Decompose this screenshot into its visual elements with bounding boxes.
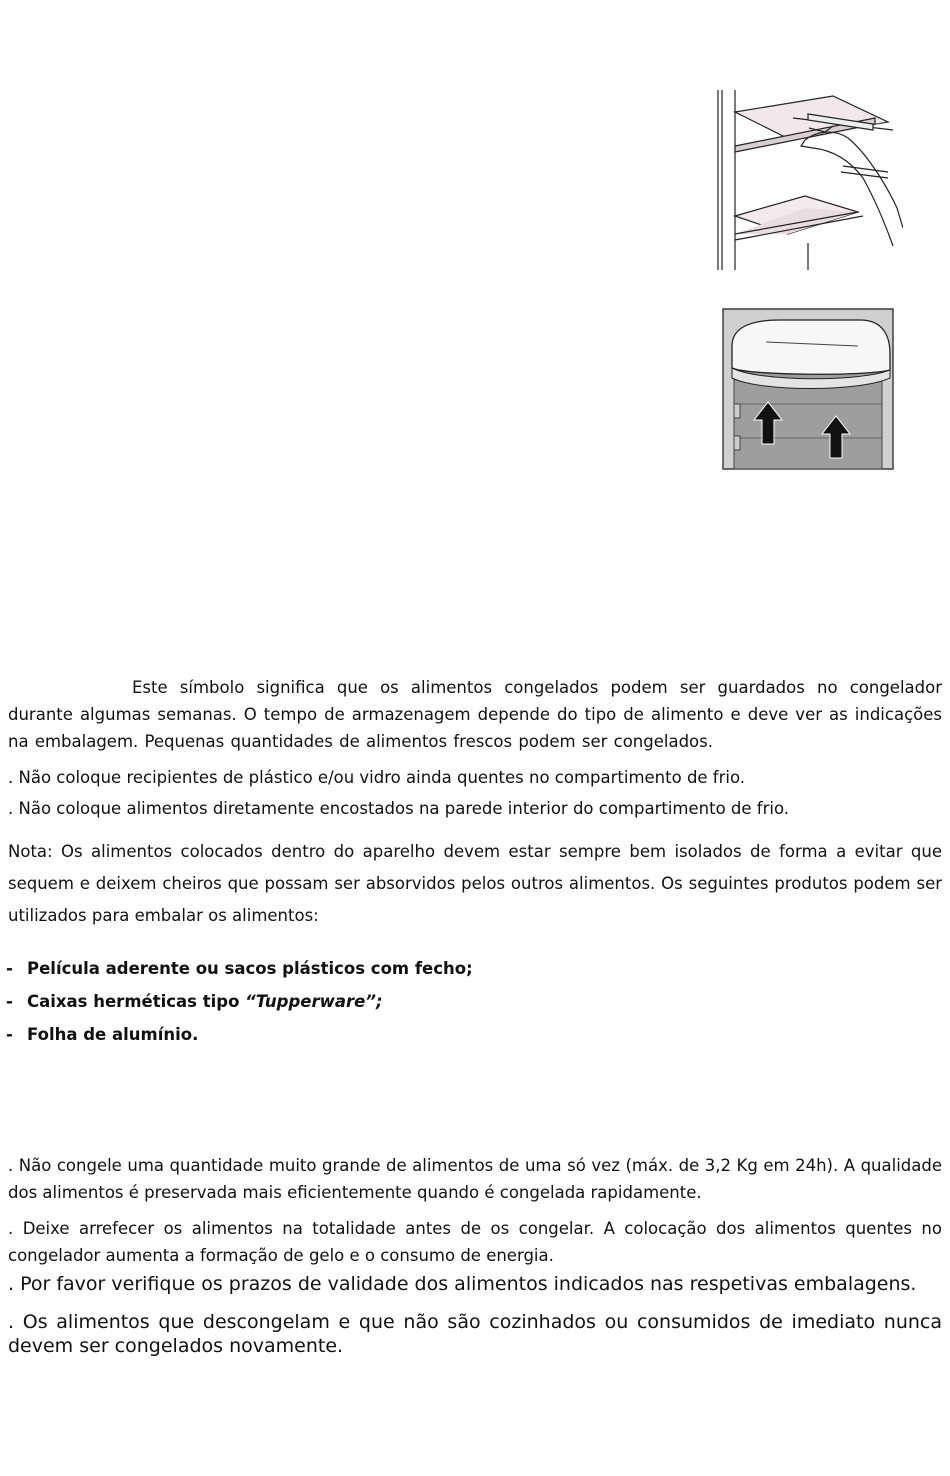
list-item: - Caixas herméticas tipo “Tupperware”; [6, 992, 383, 1011]
symbol-explanation-paragraph: Este símbolo significa que os alimentos congelados podem ser guardados no congelador durante algumas semanas. O tempo de armazenagem depende do tipo de alimento e deve ver as indicações na embalagem. Pequenas quantidades de alimentos frescos podem ser congelados. [8, 678, 942, 751]
list-item: - Película aderente ou sacos plásticos com fecho; [6, 959, 473, 978]
no-refreeze-instruction: . Os alimentos que descongelam e que não são cozinhados ou consumidos de imediato nunca devem ser congelados novamente. [8, 1311, 942, 1357]
note-paragraph: Nota: Os alimentos colocados dentro do aparelho devem estar sempre bem isolados de forma a evitar que sequem e deixem cheiros que possam ser absorvidos pelos outros alimentos. Os seguintes produtos podem ser utilizados para embalar os alimentos: [8, 842, 942, 925]
packaging-list [6, 952, 473, 1051]
hot-containers-instruction: . Não coloque recipientes de plástico e/ou vidro ainda quentes no compartimento de frio. [8, 768, 746, 787]
drawer-removal-illustration [720, 306, 896, 472]
list-item: - Folha de alumínio. [6, 1025, 199, 1044]
shelf-removal-illustration [713, 88, 903, 272]
wall-contact-instruction: . Não coloque alimentos diretamente encostados na parede interior do compartimento de frio. [8, 799, 790, 818]
cool-down-instruction: . Deixe arrefecer os alimentos na totalidade antes de os congelar. A colocação dos alimentos quentes no congelador aumenta a formação de gelo e o consumo de energia. [8, 1219, 942, 1265]
check-dates-instruction: . Por favor verifique os prazos de validade dos alimentos indicados nas respetivas embalagens. [8, 1273, 917, 1295]
freeze-quantity-instruction: . Não congele uma quantidade muito grande de alimentos de uma só vez (máx. de 3,2 Kg em 24h). A qualidade dos alimentos é preservada mais eficientemente quando é congelada rapidamente. [8, 1156, 942, 1202]
